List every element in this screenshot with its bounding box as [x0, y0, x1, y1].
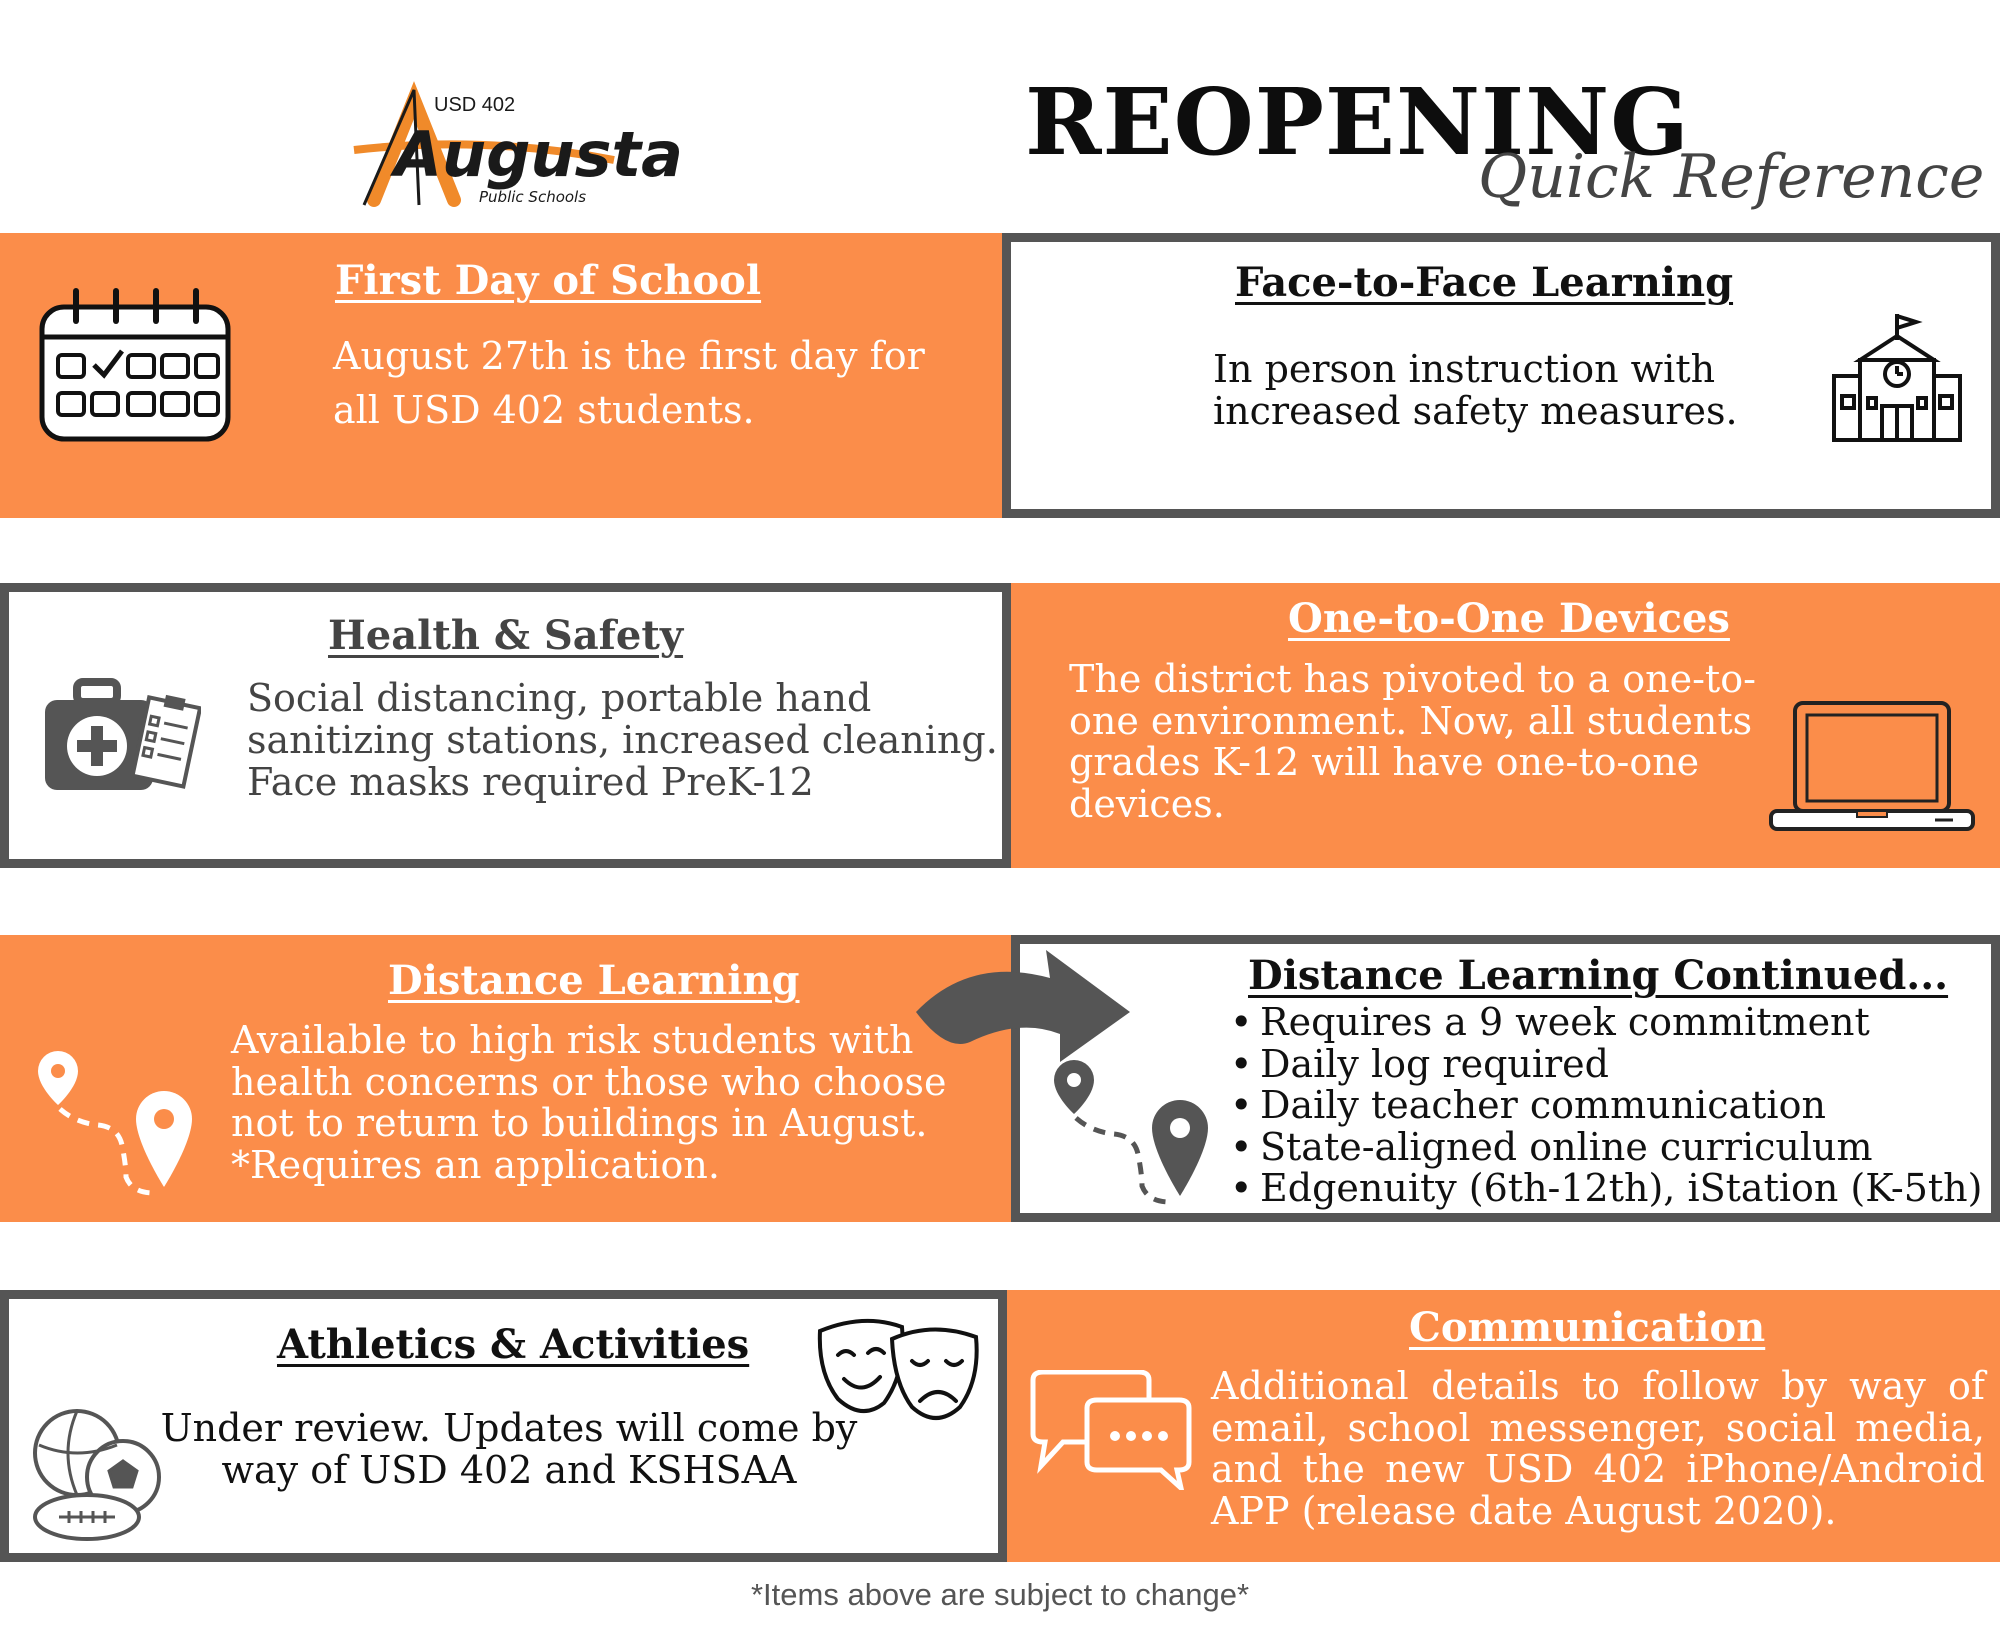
- communication-text: [1211, 1366, 1985, 1532]
- page-title: REOPENING: [1025, 68, 1690, 176]
- list-item: • Requires a 9 week commitment: [1230, 1002, 1982, 1044]
- communication-line: email, school messenger, social media,: [1211, 1405, 1985, 1450]
- curved-arrow-icon: [910, 942, 1140, 1076]
- devices-line: devices.: [1069, 781, 1225, 826]
- health-safety-text: [247, 677, 998, 803]
- health-safety-line: Social distancing, portable hand: [247, 676, 872, 720]
- athletics-text: [139, 1407, 879, 1491]
- first-day-line: all USD 402 students.: [333, 388, 755, 432]
- first-day-line: August 27th is the first day for: [333, 334, 925, 378]
- communication-title: Communication: [1409, 1304, 1766, 1351]
- distance-continued-title: Distance Learning Continued...: [1248, 952, 1949, 999]
- athletics-line: way of USD 402 and KSHSAA: [221, 1448, 797, 1492]
- devices-text: [1069, 659, 1756, 825]
- logo: [344, 80, 684, 220]
- communication-line: Additional details to follow by way of: [1211, 1364, 1985, 1408]
- face-to-face-panel: [1002, 233, 2000, 518]
- communication-line: and the new USD 402 iPhone/Android: [1211, 1447, 1985, 1491]
- distance-line: health concerns or those who choose: [231, 1059, 947, 1104]
- footer-note: *Items above are subject to change*: [750, 1577, 1250, 1612]
- distance-line: Available to high risk students with: [231, 1018, 914, 1062]
- distance-title: Distance Learning: [388, 957, 800, 1004]
- page-subtitle: Quick Reference: [1478, 142, 1985, 212]
- face-to-face-text: [1213, 348, 1738, 432]
- first-day-title: First Day of School: [335, 257, 762, 304]
- list-item: • State-aligned online curriculum: [1230, 1127, 1982, 1169]
- face-to-face-line: increased safety measures.: [1213, 389, 1738, 433]
- devices-line: one environment. Now, all students: [1069, 698, 1753, 743]
- devices-title: One-to-One Devices: [1288, 595, 1730, 642]
- logo-top-text: USD 402: [434, 94, 516, 116]
- list-item: • Edgenuity (6th-12th), iStation (K-5th): [1230, 1168, 1982, 1210]
- health-safety-line: sanitizing stations, increased cleaning.: [247, 718, 998, 762]
- athletics-panel: [0, 1290, 1007, 1562]
- athletics-line: Under review. Updates will come by: [160, 1406, 858, 1450]
- school-building-icon: [1830, 310, 1964, 448]
- face-to-face-title: Face-to-Face Learning: [1235, 259, 1734, 306]
- list-item: • Daily log required: [1230, 1044, 1982, 1086]
- distance-continued-list: [1230, 1002, 1982, 1210]
- first-day-text: [333, 329, 925, 437]
- list-item: • Daily teacher communication: [1230, 1085, 1982, 1127]
- communication-line: APP (release date August 2020).: [1211, 1488, 1837, 1533]
- first-aid-kit-icon: [41, 678, 201, 802]
- devices-line: The district has pivoted to a one-to-: [1069, 657, 1756, 701]
- logo-main-text: Augusta: [394, 118, 684, 191]
- laptop-icon: [1767, 699, 1977, 839]
- face-to-face-line: In person instruction with: [1213, 347, 1716, 391]
- distance-continued-panel: [1011, 935, 2000, 1222]
- devices-panel: [1011, 583, 2000, 868]
- calendar-icon: [38, 285, 234, 449]
- distance-line: *Requires an application.: [231, 1142, 720, 1187]
- distance-text: [231, 1020, 947, 1186]
- devices-line: grades K-12 will have one-to-one: [1069, 740, 1700, 784]
- distance-line: not to return to buildings in August.: [231, 1101, 928, 1145]
- chat-bubbles-icon: [1027, 1370, 1197, 1494]
- route-pins-icon: [36, 1047, 196, 1201]
- athletics-title: Athletics & Activities: [277, 1321, 750, 1368]
- communication-panel: [1007, 1290, 2000, 1562]
- health-safety-title: Health & Safety: [328, 612, 684, 659]
- health-safety-panel: [0, 583, 1011, 868]
- health-safety-line: Face masks required PreK-12: [247, 760, 814, 804]
- logo-sub-text: Public Schools: [479, 188, 587, 206]
- first-day-panel: [0, 233, 1005, 518]
- route-pins-icon: [1052, 1056, 1212, 1210]
- distance-panel: [0, 935, 1011, 1222]
